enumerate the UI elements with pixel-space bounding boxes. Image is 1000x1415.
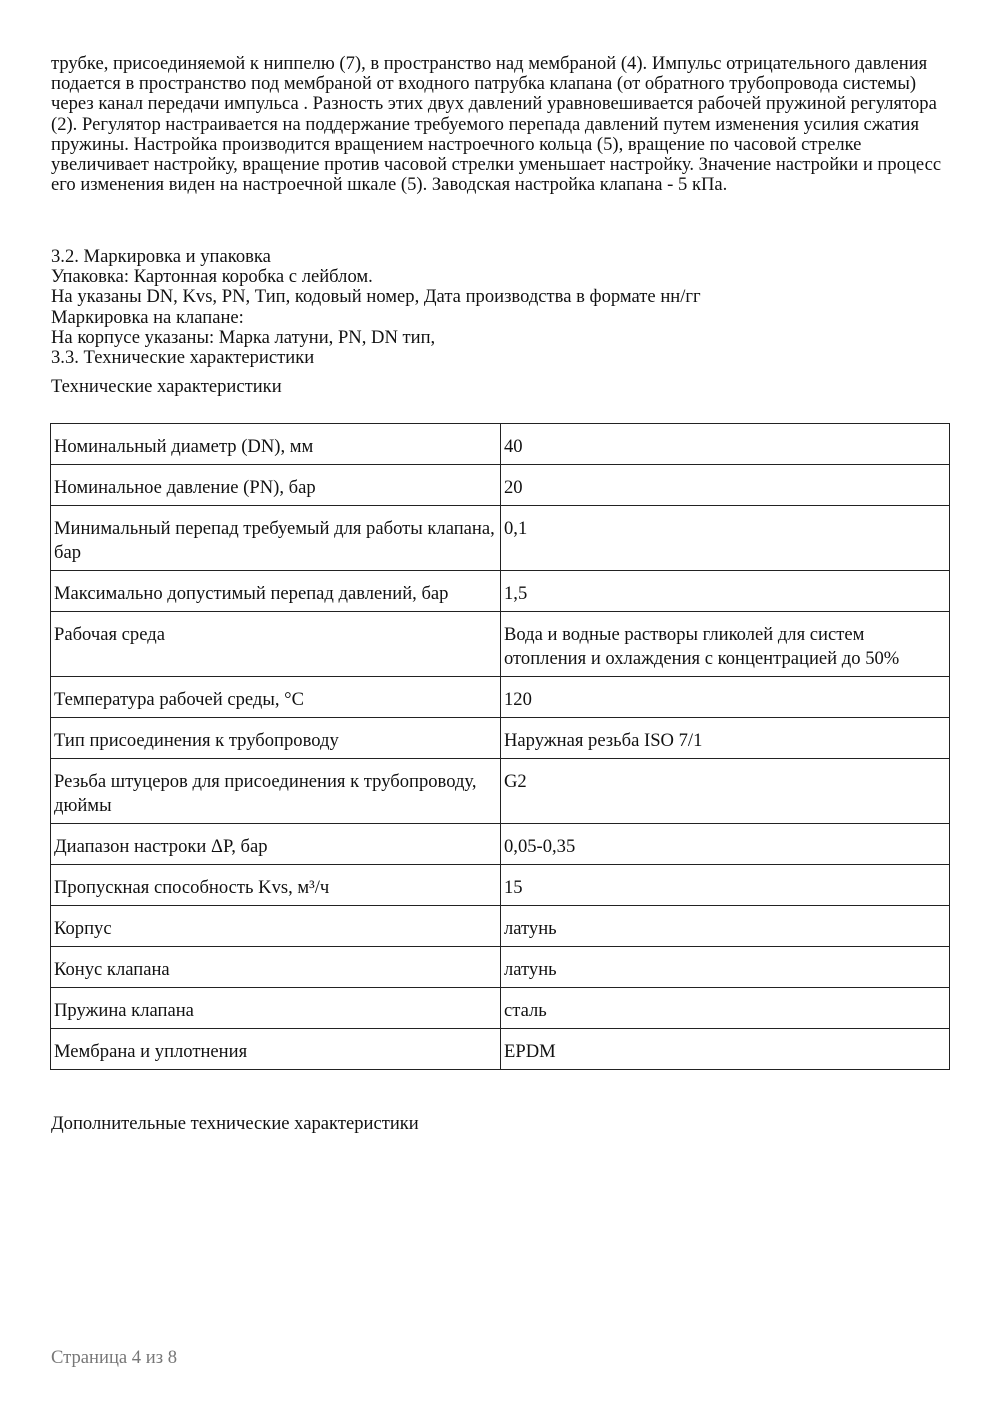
- value-cell: 0,05-0,35: [501, 824, 950, 865]
- valve-marking-line: Маркировка на клапане:: [51, 306, 244, 328]
- param-cell: Конус клапана: [51, 947, 501, 988]
- value-cell: Вода и водные растворы гликолей для систем отопления и охлаждения с концентрацией до 50%: [501, 612, 950, 677]
- table-row: [51, 824, 950, 865]
- specs-table: [50, 423, 950, 1070]
- param-cell: Номинальное давление (PN), бар: [51, 465, 501, 506]
- param-cell: Номинальный диаметр (DN), мм: [51, 424, 501, 465]
- param-cell: Пружина клапана: [51, 988, 501, 1029]
- value-cell: 0,1: [501, 506, 950, 571]
- table-row: [51, 465, 950, 506]
- table-row: [51, 571, 950, 612]
- table-row: [51, 506, 950, 571]
- param-cell: Резьба штуцеров для присоединения к трубопроводу, дюймы: [51, 759, 501, 824]
- table-row: [51, 988, 950, 1029]
- page-number: Страница 4 из 8: [51, 1347, 177, 1368]
- value-cell: 20: [501, 465, 950, 506]
- marking-heading: 3.2. Маркировка и упаковка: [51, 246, 271, 267]
- param-cell: Пропускная способность Kvs, м³/ч: [51, 865, 501, 906]
- intro-paragraph: трубке, присоединяемой к ниппелю (7), в пространство над мембраной (4). Импульс отрицательного давления подается в пространство под мембраной от входного патрубка клапана (от обратного трубопровода системы) через канал передачи импульса . Разность этих двух давлений уравновешивается рабочей пружиной регулятора (2). Регулятор настраивается на поддержание требуемого перепада давлений путем изменения усилия сжатия пружины. Настройка производится вращением настроечного кольца (5), вращение по часовой стрелке увеличивает настройку, вращение против часовой стрелки уменьшает настройку. Значение настройки и процесс его изменения виден на настроечной шкале (5). Заводская настройка клапана - 5 кПа.: [51, 53, 942, 196]
- specs-table-caption: Технические характеристики: [51, 376, 282, 397]
- table-row: [51, 612, 950, 677]
- marking-section: [51, 247, 951, 368]
- table-row: [51, 1029, 950, 1070]
- table-row: [51, 865, 950, 906]
- value-cell: 1,5: [501, 571, 950, 612]
- param-cell: Корпус: [51, 906, 501, 947]
- value-cell: 40: [501, 424, 950, 465]
- value-cell: латунь: [501, 906, 950, 947]
- value-cell: G2: [501, 759, 950, 824]
- param-cell: Мембрана и уплотнения: [51, 1029, 501, 1070]
- table-row: [51, 424, 950, 465]
- param-cell: Максимально допустимый перепад давлений, бар: [51, 571, 501, 612]
- param-cell: Температура рабочей среды, °С: [51, 677, 501, 718]
- table-row: [51, 759, 950, 824]
- value-cell: сталь: [501, 988, 950, 1029]
- param-cell: Тип присоединения к трубопроводу: [51, 718, 501, 759]
- value-cell: Наружная резьба ISO 7/1: [501, 718, 950, 759]
- table-row: [51, 677, 950, 718]
- packaging-line: Упаковка: Картонная коробка с лейблом.: [51, 266, 373, 288]
- intro-section: [51, 54, 951, 195]
- value-cell: латунь: [501, 947, 950, 988]
- value-cell: 120: [501, 677, 950, 718]
- value-cell: 15: [501, 865, 950, 906]
- table-row: [51, 906, 950, 947]
- additional-specs-heading: Дополнительные технические характеристики: [51, 1113, 419, 1134]
- specs-heading: 3.3. Технические характеристики: [51, 347, 315, 369]
- table-row: [51, 947, 950, 988]
- param-cell: Диапазон настроки ΔP, бар: [51, 824, 501, 865]
- param-cell: Минимальный перепад требуемый для работы клапана, бар: [51, 506, 501, 571]
- value-cell: EPDM: [501, 1029, 950, 1070]
- table-row: [51, 718, 950, 759]
- packaging-label-line: На указаны DN, Kvs, PN, Тип, кодовый номер, Дата производства в формате нн/гг: [51, 286, 701, 308]
- body-marking-line: На корпусе указаны: Марка латуни, PN, DN тип,: [51, 326, 436, 348]
- param-cell: Рабочая среда: [51, 612, 501, 677]
